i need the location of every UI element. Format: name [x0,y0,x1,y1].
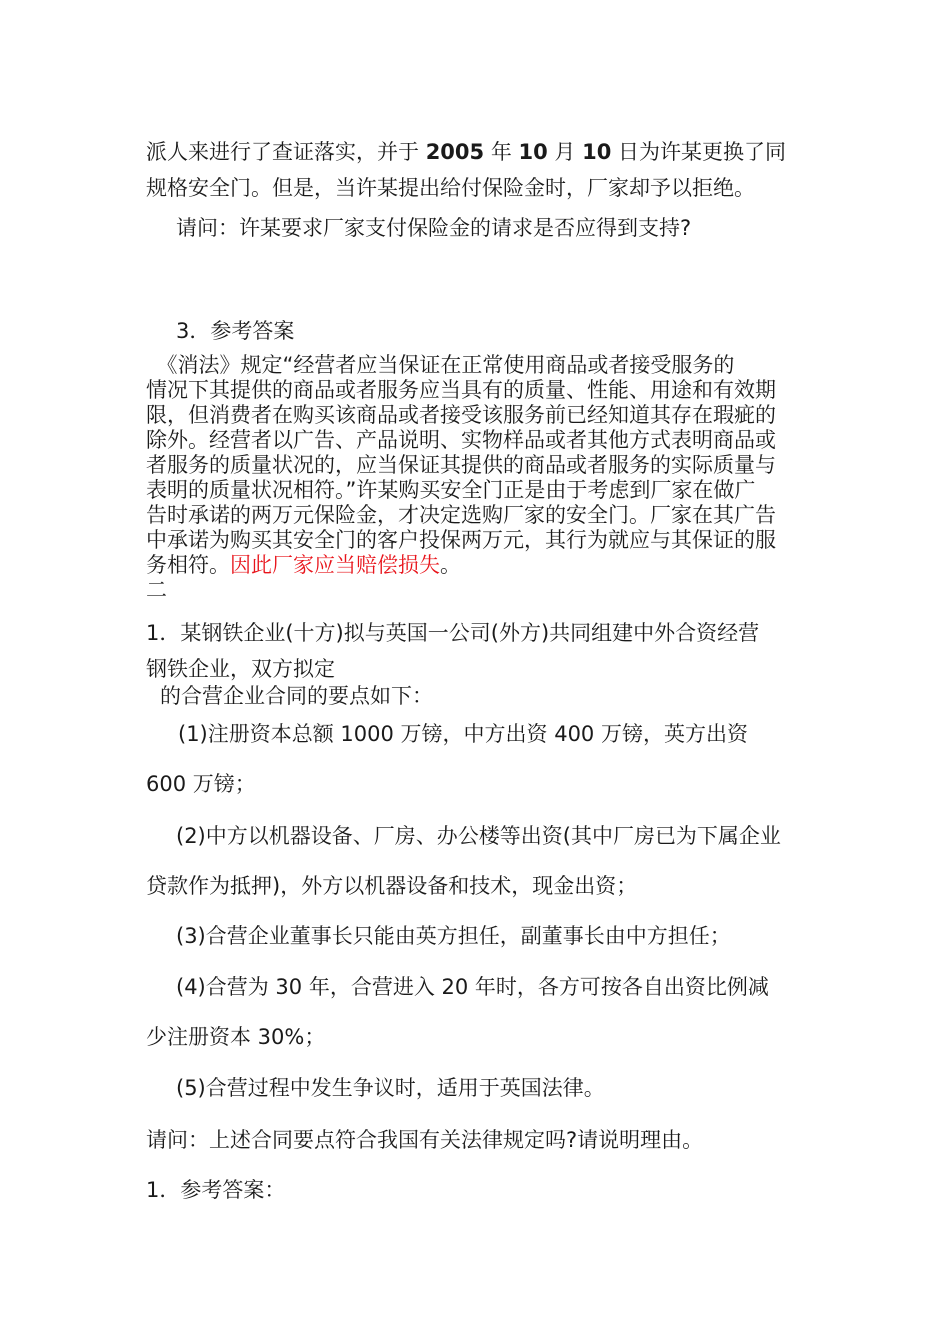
answer-line: 中承诺为购买其安全门的客户投保两万元，其行为就应与其保证的服 [146,528,776,552]
answer-heading-2: 1．参考答案： [146,1178,286,1202]
answer-line: 情况下其提供的商品或者服务应当具有的质量、性能、用途和有效期 [146,378,776,402]
text-segment: 派人来进行了查证落实，并于 [146,140,426,164]
answer-line: 《消法》规定“经营者应当保证在正常使用商品或者接受服务的 [146,353,735,377]
case-text-line-1 [146,136,786,166]
day-number: 10 [582,140,612,164]
month-number: 10 [518,140,548,164]
text-segment: 。 [440,553,461,577]
question-line-3: 的合营企业合同的要点如下： [160,684,433,708]
text-segment: 年 [484,140,519,164]
question-prompt: 请问：上述合同要点符合我国有关法律规定吗?请说明理由。 [146,1128,704,1152]
item-1-line-2: 600 万镑； [146,772,256,796]
item-4-line-1: (4)合营为 30 年，合营进入 20 年时，各方可按各自出资比例减 [176,975,769,999]
year-number: 2005 [425,140,485,164]
answer-last-line [146,553,811,578]
question-line-2: 钢铁企业，双方拟定 [146,657,335,681]
highlighted-conclusion: 因此厂家应当赔偿损失 [230,553,440,577]
answer-line: 告时承诺的两万元保险金，才决定选购厂家的安全门。厂家在其广告 [146,503,776,527]
section-label: 二 [146,578,167,602]
answer-line: 表明的质量状况相符。”许某购买安全门正是由于考虑到厂家在做广 [146,478,756,502]
text-segment: 月 [547,140,583,164]
text-segment: 日为许某更换了同 [611,140,787,164]
case-question: 请问：许某要求厂家支付保险金的请求是否应得到支持? [176,216,692,240]
answer-heading: 3．参考答案 [176,319,295,343]
answer-line: 限，但消费者在购买该商品或者接受该服务前已经知道其存在瑕疵的 [146,403,776,427]
item-2-line-1: (2)中方以机器设备、厂房、办公楼等出资(其中厂房已为下属企业 [176,824,781,848]
item-5: (5)合营过程中发生争议时，适用于英国法律。 [176,1076,605,1100]
case-text-line-2: 规格安全门。但是，当许某提出给付保险金时，厂家却予以拒绝。 [146,176,755,200]
question-line-1: 1．某钢铁企业(十方)拟与英国一公司(外方)共同组建中外合资经营 [146,621,760,645]
answer-paragraph [146,353,811,603]
item-4-line-2: 少注册资本 30%； [146,1025,326,1049]
item-1-line-1: (1)注册资本总额 1000 万镑，中方出资 400 万镑，英方出资 [178,722,748,746]
answer-line: 除外。经营者以广告、产品说明、实物样品或者其他方式表明商品或 [146,428,776,452]
item-2-line-2: 贷款作为抵押)，外方以机器设备和技术，现金出资； [146,874,638,898]
text-segment: 务相符。 [146,553,230,577]
item-3: (3)合营企业董事长只能由英方担任，副董事长由中方担任； [176,924,731,948]
answer-line: 者服务的质量状况的，应当保证其提供的商品或者服务的实际质量与 [146,453,776,477]
